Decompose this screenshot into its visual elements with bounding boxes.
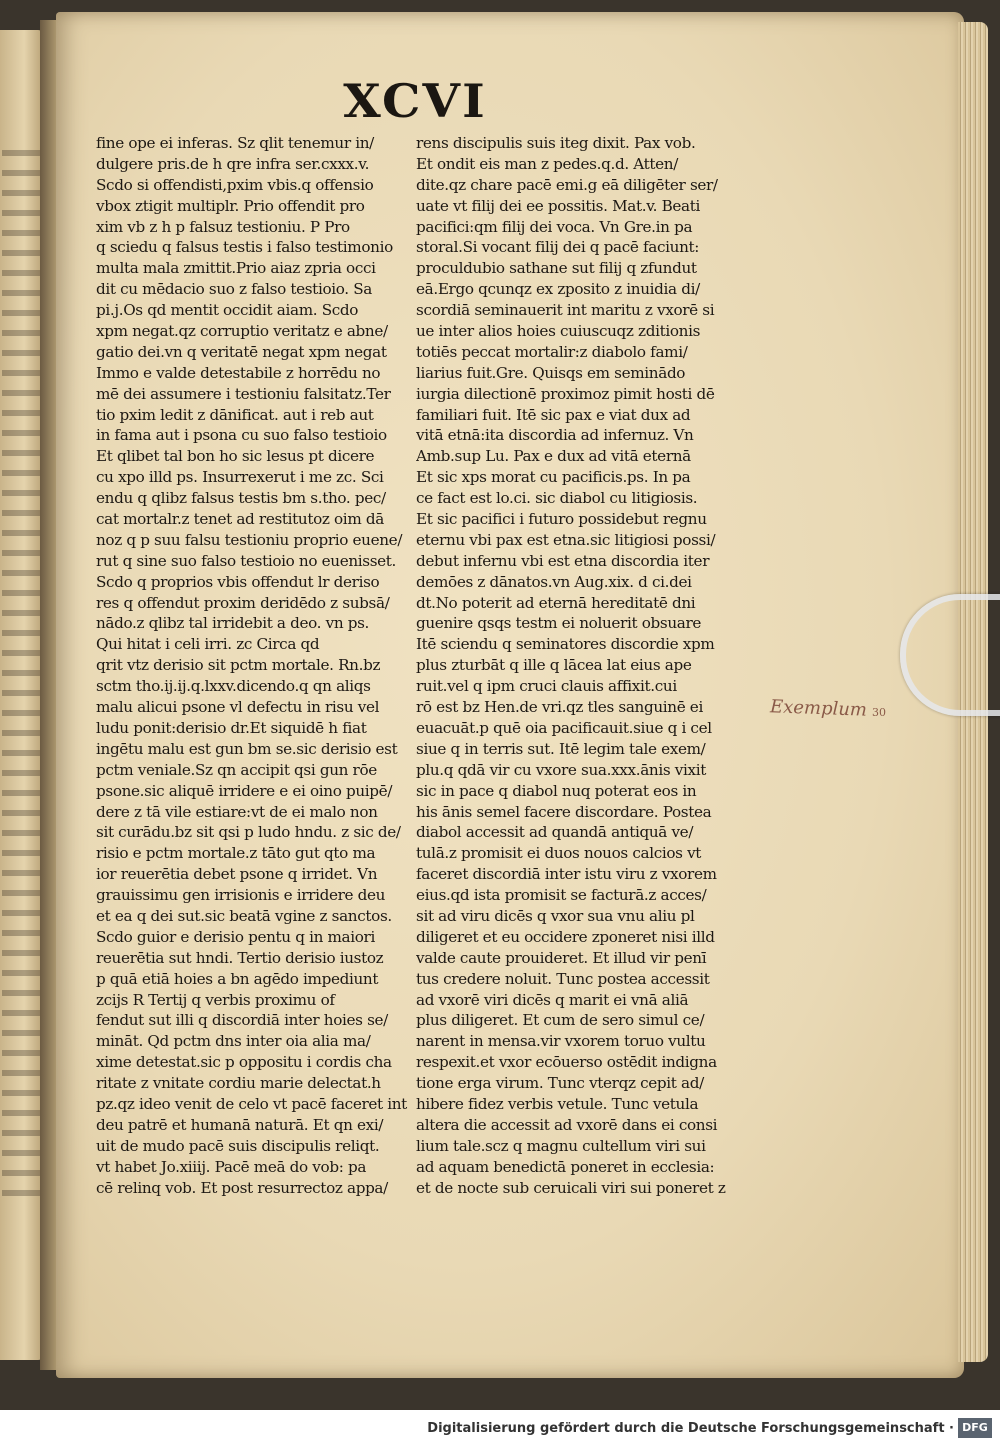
text-line: guenire qsqs testm ei noluerit obsuare bbox=[416, 614, 701, 633]
left-text-column bbox=[96, 133, 408, 1198]
text-line: sit curādu.bz sit qsi p ludo hndu. z sic de/ bbox=[96, 823, 401, 842]
text-line: xpm negat.qz corruptio veritatz e abne/ bbox=[96, 322, 388, 341]
text-line: eternu vbi pax est etna.sic litigiosi possi/ bbox=[416, 530, 716, 549]
text-line: storal.Si vocant filij dei q pacē faciunt: bbox=[416, 238, 700, 257]
text-line: dit cu mēdacio suo z falso testioio. Sa bbox=[96, 280, 372, 299]
text-line: euacuāt.p quē oia pacificauit.siue q i cel bbox=[416, 718, 712, 737]
text-line: multa mala zmittit.Prio aiaz zpria occi bbox=[96, 259, 376, 278]
text-line: sctm tho.ij.ij.q.lxxv.dicendo.q qn aliqs bbox=[96, 677, 371, 696]
text-line: diligeret et eu occidere zponeret nisi illd bbox=[416, 927, 715, 946]
text-line: p quā etiā hoies a bn agēdo impediunt bbox=[96, 969, 379, 988]
funding-credit: Digitalisierung gefördert durch die Deutsche Forschungsgemeinschaft · bbox=[427, 1421, 954, 1436]
text-line: et de nocte sub ceruicali viri sui poneret z bbox=[416, 1178, 726, 1197]
text-line: his ānis semel facere discordare. Postea bbox=[416, 802, 712, 821]
text-line: rens discipulis suis iteg dixit. Pax vob. bbox=[416, 134, 696, 152]
text-line: uit de mudo pacē suis discipulis reliqt. bbox=[96, 1136, 380, 1155]
text-line: ad aquam benedictā poneret in ecclesia: bbox=[416, 1157, 715, 1176]
text-line: cat mortalr.z tenet ad restitutoz oim dā bbox=[96, 510, 384, 529]
text-line: dulgere pris.de h qre infra ser.cxxx.v. bbox=[96, 154, 370, 173]
text-line: tus credere noluit. Tunc postea accessit bbox=[416, 969, 710, 988]
text-line: cu xpo illd ps. Insurrexerut i me zc. Sci bbox=[96, 468, 384, 487]
text-line: sit ad viru dicēs q vxor sua vnu aliu pl bbox=[416, 906, 695, 925]
text-line: cē relinq vob. Et post resurrectoz appa/ bbox=[96, 1178, 388, 1197]
text-line: eius.qd ista promisit se facturā.z acces/ bbox=[416, 886, 707, 905]
text-line: et ea q dei sut.sic beatā vgine z sanctos. bbox=[96, 906, 392, 925]
text-line: dere z tā vile estiare:vt de ei malo non bbox=[96, 802, 378, 821]
text-line: vbox ztigit multiplr. Prio offendit pro bbox=[96, 196, 365, 215]
text-line: malu alicui psone vl defectu in risu vel bbox=[96, 698, 380, 717]
text-line: faceret discordiā inter istu viru z vxorem bbox=[416, 865, 717, 884]
marginal-number: 30 bbox=[872, 706, 886, 719]
text-line: ce fact est lo.ci. sic diabol cu litigiosis. bbox=[416, 489, 698, 508]
text-line: mē dei assumere i testioniu falsitatz.Ter bbox=[96, 384, 391, 403]
text-line: Scdo guior e derisio pentu q in maiori bbox=[96, 927, 375, 946]
text-line: rō est bz Hen.de vri.qz tles sanguinē ei bbox=[416, 698, 703, 717]
text-line: risio e pctm mortale.z tāto gut qto ma bbox=[96, 844, 376, 863]
text-line: uate vt filij dei ee possitis. Mat.v. Beati bbox=[416, 196, 700, 215]
text-line: ingētu malu est gun bm se.sic derisio est bbox=[96, 739, 398, 758]
text-line: plus diligeret. Et cum de sero simul ce/ bbox=[416, 1011, 705, 1030]
text-line: fine ope ei inferas. Sz qlit tenemur in/ bbox=[96, 134, 374, 152]
text-line: endu q qlibz falsus testis bm s.tho. pec/ bbox=[96, 489, 386, 508]
text-line: eā.Ergo qcunqz ex zposito z inuidia di/ bbox=[416, 280, 700, 299]
facing-page-text bbox=[2, 150, 42, 1210]
text-line: debut infernu vbi est etna discordia iter bbox=[416, 551, 710, 570]
text-line: zcijs R Tertij q verbis proximu of bbox=[96, 990, 335, 1009]
text-line: ruit.vel q ipm cruci clauis affixit.cui bbox=[416, 677, 677, 696]
dfg-logo: DFG bbox=[958, 1418, 992, 1438]
text-line: in fama aut i psona cu suo falso testioio bbox=[96, 426, 387, 445]
text-line: familiari fuit. Itē sic pax e viat dux ad bbox=[416, 405, 691, 424]
text-line: Itē sciendu q seminatores discordie xpm bbox=[416, 635, 715, 654]
text-line: diabol accessit ad quandā antiquā ve/ bbox=[416, 823, 694, 842]
text-line: qrit vtz derisio sit pctm mortale. Rn.bz bbox=[96, 656, 381, 675]
text-line: dt.No poterit ad eternā hereditatē dni bbox=[416, 593, 696, 612]
folio-number: XCVI bbox=[343, 74, 487, 128]
footer-bar bbox=[0, 1410, 1000, 1447]
text-line: q sciedu q falsus testis i falso testimonio bbox=[96, 238, 393, 257]
text-line: totiēs peccat mortalir:z diabolo fami/ bbox=[416, 342, 688, 361]
text-line: scordiā seminauerit int maritu z vxorē si bbox=[416, 301, 715, 320]
text-line: reuerētia sut hndi. Tertio derisio iustoz bbox=[96, 948, 384, 967]
text-line: gatio dei.vn q veritatē negat xpm negat bbox=[96, 342, 387, 361]
text-line: xim vb z h p falsuz testioniu. P Pro bbox=[96, 217, 350, 236]
text-line: siue q in terris sut. Itē legim tale exem/ bbox=[416, 739, 706, 758]
text-line: Scdo q proprios vbis offendut lr deriso bbox=[96, 572, 380, 591]
text-line: Immo e valde detestabile z horrēdu no bbox=[96, 363, 381, 382]
text-line: Et sic pacifici i futuro possidebut regnu bbox=[416, 510, 707, 529]
text-line: Amb.sup Lu. Pax e dux ad vitā eternā bbox=[416, 447, 691, 466]
text-line: narent in mensa.vir vxorem toruo vultu bbox=[416, 1032, 706, 1051]
text-line: vt habet Jo.xiiij. Pacē meā do vob: pa bbox=[96, 1157, 367, 1176]
text-line: sic in pace q diabol nuq poterat eos in bbox=[416, 781, 697, 800]
text-line: liarius fuit.Gre. Quisqs em seminādo bbox=[416, 363, 686, 382]
marginal-note: Exemplum bbox=[769, 696, 868, 721]
text-line: grauissimu gen irrisionis e irridere deu bbox=[96, 886, 386, 905]
facing-page-edge bbox=[0, 30, 44, 1360]
text-line: Et ondit eis man z pedes.q.d. Atten/ bbox=[416, 154, 678, 173]
text-line: tulā.z promisit ei duos nouos calcios vt bbox=[416, 844, 702, 863]
text-line: iurgia dilectionē proximoz pimit hosti dē bbox=[416, 384, 715, 403]
text-line: rut q sine suo falso testioio no euenisset. bbox=[96, 551, 397, 570]
text-line: Et qlibet tal bon ho sic lesus pt dicere bbox=[96, 447, 375, 466]
text-line: demōes z dānatos.vn Aug.xix. d ci.dei bbox=[416, 572, 692, 591]
text-line: Scdo si offendisti,pxim vbis.q offensio bbox=[96, 175, 374, 194]
text-line: pacifici:qm filij dei voca. Vn Gre.in pa bbox=[416, 217, 693, 236]
text-line: mināt. Qd pctm dns inter oia alia ma/ bbox=[96, 1032, 371, 1051]
right-text-column bbox=[416, 133, 772, 1198]
text-line: ior reuerētia debet psone q irridet. Vn bbox=[96, 865, 378, 884]
text-line: nādo.z qlibz tal irridebit a deo. vn ps. bbox=[96, 614, 370, 633]
text-line: deu patrē et humanā naturā. Et qn exi/ bbox=[96, 1115, 384, 1134]
text-line: pz.qz ideo venit de celo vt pacē faceret int bbox=[96, 1094, 407, 1113]
text-line: res q offendut proxim deridēdo z subsā/ bbox=[96, 593, 390, 612]
text-line: ludu ponit:derisio dr.Et siquidē h fiat bbox=[96, 718, 367, 737]
text-line: xime detestat.sic p oppositu i cordis cha bbox=[96, 1053, 392, 1072]
text-line: tio pxim ledit z dānificat. aut i reb aut bbox=[96, 405, 374, 424]
text-line: Qui hitat i celi irri. zc Circa qd bbox=[96, 635, 320, 654]
text-line: fendut sut illi q discordiā inter hoies se/ bbox=[96, 1011, 388, 1030]
text-line: pctm veniale.Sz qn accipit qsi gun rōe bbox=[96, 760, 377, 779]
text-line: hibere fidez verbis vetule. Tunc vetula bbox=[416, 1094, 699, 1113]
text-line: ad vxorē viri dicēs q marit ei vnā aliā bbox=[416, 990, 689, 1009]
text-line: pi.j.Os qd mentit occidit aiam. Scdo bbox=[96, 301, 359, 320]
text-line: Et sic xps morat cu pacificis.ps. In pa bbox=[416, 468, 691, 487]
text-line: respexit.et vxor ecōuerso ostēdit indigna bbox=[416, 1053, 717, 1072]
text-line: altera die accessit ad vxorē dans ei consi bbox=[416, 1115, 718, 1134]
text-line: dite.qz chare pacē emi.g eā diligēter ser/ bbox=[416, 175, 718, 194]
text-line: plus zturbāt q ille q lācea lat eius ape bbox=[416, 656, 692, 675]
text-line: vitā etnā:ita discordia ad infernuz. Vn bbox=[416, 426, 694, 445]
text-line: ue inter alios hoies cuiuscuqz zditionis bbox=[416, 322, 701, 341]
text-line: ritate z vnitate cordiu marie delectat.h bbox=[96, 1074, 381, 1093]
text-line: proculdubio sathane sut filij q zfundut bbox=[416, 259, 697, 278]
text-line: valde caute prouideret. Et illud vir penī bbox=[416, 948, 707, 967]
text-line: noz q p suu falsu testioniu proprio euene/ bbox=[96, 530, 403, 549]
text-line: lium tale.scz q magnu cultellum viri sui bbox=[416, 1136, 706, 1155]
text-line: tione erga virum. Tunc vterqz cepit ad/ bbox=[416, 1074, 704, 1093]
text-line: psone.sic aliquē irridere e ei oino puipē/ bbox=[96, 781, 393, 800]
text-line: plu.q qdā vir cu vxore sua.xxx.ānis vixit bbox=[416, 760, 706, 779]
